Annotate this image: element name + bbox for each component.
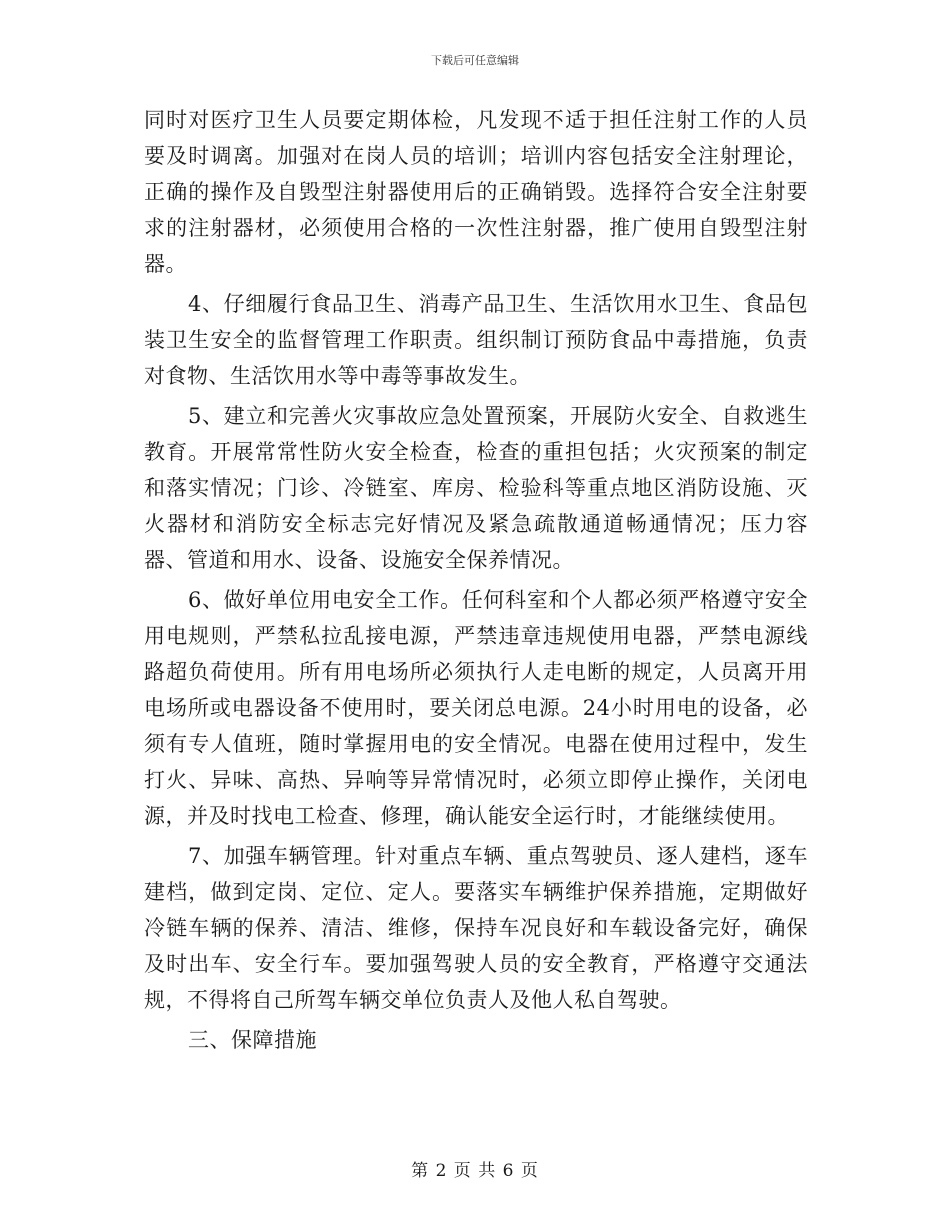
page-number-footer: 第 2 页 共 6 页 — [411, 1161, 539, 1181]
paragraph-item-5: 5、建立和完善火灾事故应急处置预案，开展防火安全、自救逃生教育。开展常常性防火安全检查，检查的重担包括；火灾预案的制定和落实情况；门诊、冷链室、库房、检验科等重点地区消防设施、灭火器材和消防安全标志完好情况及紧急疏散通道畅通情况；压力容器、管道和用水、设备、设施安全保养情况。 — [144, 404, 808, 572]
paragraph-item-4: 4、仔细履行食品卫生、消毒产品卫生、生活饮用水卫生、食品包装卫生安全的监督管理工作职责。组织制订预防食品中毒措施，负责对食物、生活饮用水等中毒等事故发生。 — [144, 292, 808, 388]
page-header: 下载后可任意编辑 — [431, 54, 519, 67]
document-body — [144, 102, 808, 1062]
paragraph-item-7: 7、加强车辆管理。针对重点车辆、重点驾驶员、逐人建档，逐车建档，做到定岗、定位、定人。要落实车辆维护保养措施，定期做好冷链车辆的保养、清洁、维修，保持车况良好和车载设备完好，确保及时出车、安全行车。要加强驾驶人员的安全教育，严格遵守交通法规，不得将自己所驾车辆交单位负责人及他人私自驾驶。 — [144, 844, 808, 1012]
paragraph-continuation: 同时对医疗卫生人员要定期体检，凡发现不适于担任注射工作的人员要及时调离。加强对在岗人员的培训；培训内容包括安全注射理论，正确的操作及自毁型注射器使用后的正确销毁。选择符合安全注射要求的注射器材，必须使用合格的一次性注射器，推广使用自毁型注射器。 — [144, 108, 808, 276]
section-heading-3: 三、保障措施 — [188, 1028, 317, 1052]
paragraph-item-6: 6、做好单位用电安全工作。任何科室和个人都必须严格遵守安全用电规则，严禁私拉乱接电源，严禁违章违规使用电器，严禁电源线路超负荷使用。所有用电场所必须执行人走电断的规定，人员离开用电场所或电器设备不使用时，要关闭总电源。24小时用电的设备，必须有专人值班，随时掌握用电的安全情况。电器在使用过程中，发生打火、异味、高热、异响等异常情况时，必须立即停止操作，关闭电源，并及时找电工检查、修理，确认能安全运行时，才能继续使用。 — [144, 588, 808, 828]
